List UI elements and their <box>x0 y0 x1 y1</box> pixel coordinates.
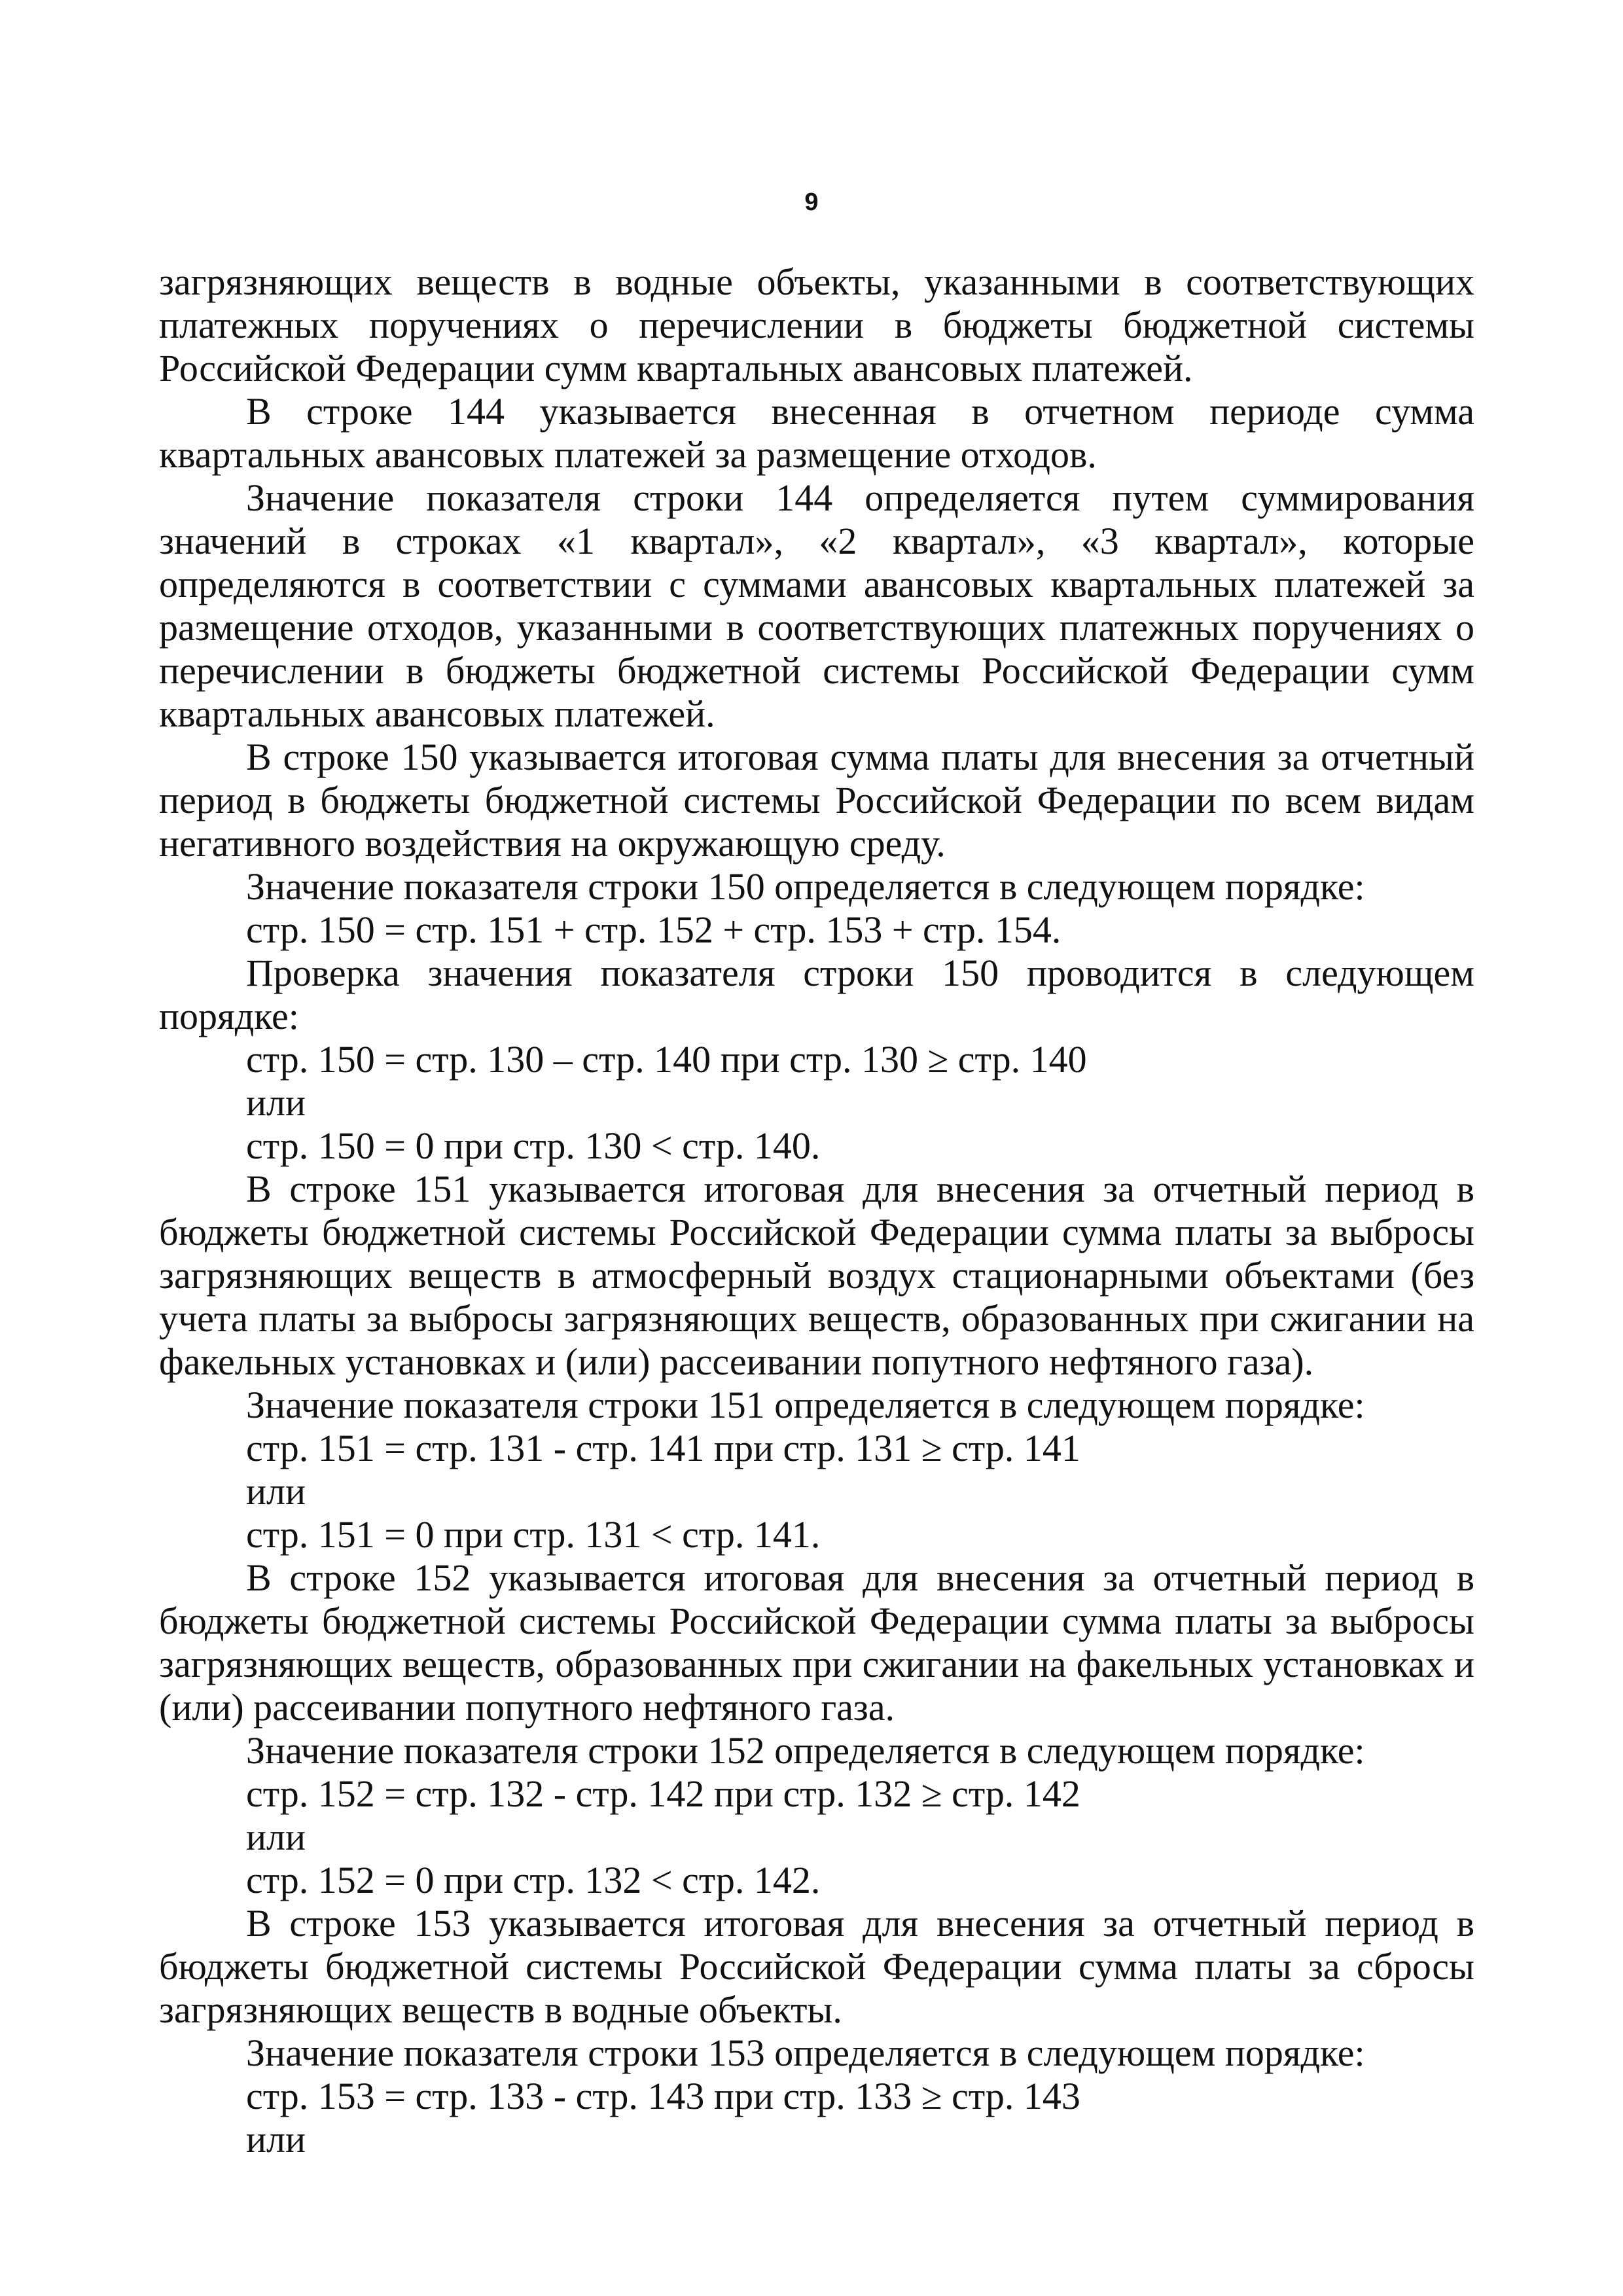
paragraph: В строке 150 указывается итоговая сумма платы для внесения за отчетный период в бюджеты бюджетной системы Российской Федерации по всем видам негативного воздействия на окружающую среду. <box>159 736 1474 865</box>
page-number: 9 <box>804 188 819 216</box>
formula-line: стр. 151 = стр. 131 - стр. 141 при стр. 131 ≥ стр. 141 <box>246 1427 1080 1469</box>
formula-line: стр. 151 = 0 при стр. 131 < стр. 141. <box>246 1513 821 1556</box>
page-body <box>159 260 1474 2161</box>
formula-line: или <box>246 2118 306 2161</box>
paragraph: В строке 153 указывается итоговая для внесения за отчетный период в бюджеты бюджетной системы Российской Федерации сумма платы за сбросы загрязняющих веществ в водные объекты. <box>159 1902 1474 2031</box>
paragraph: Значение показателя строки 153 определяется в следующем порядке: <box>246 2032 1365 2074</box>
paragraph: Значение показателя строки 144 определяется путем суммирования значений в строках «1 квартал», «2 квартал», «3 квартал», которые определяются в соответствии с суммами авансовых квартальных платежей за размещение отходов, указанными в соответствующих платежных поручениях о перечислении в бюджеты бюджетной системы Российской Федерации сумм квартальных авансовых платежей. <box>159 476 1474 735</box>
formula-line: стр. 150 = стр. 151 + стр. 152 + стр. 153 + стр. 154. <box>246 908 1061 951</box>
formula-line: стр. 150 = стр. 130 – стр. 140 при стр. 130 ≥ стр. 140 <box>246 1038 1087 1081</box>
paragraph: Значение показателя строки 152 определяется в следующем порядке: <box>246 1729 1365 1772</box>
formula-line: стр. 152 = стр. 132 - стр. 142 при стр. 132 ≥ стр. 142 <box>246 1772 1080 1815</box>
paragraph: В строке 144 указывается внесенная в отчетном периоде сумма квартальных авансовых платежей за размещение отходов. <box>159 390 1474 476</box>
paragraph: В строке 152 указывается итоговая для внесения за отчетный период в бюджеты бюджетной системы Российской Федерации сумма платы за выбросы загрязняющих веществ, образованных при сжигании на факельных установках и (или) рассеивании попутного нефтяного газа. <box>159 1556 1474 1729</box>
formula-line: стр. 152 = 0 при стр. 132 < стр. 142. <box>246 1859 821 1901</box>
formula-line: стр. 150 = 0 при стр. 130 < стр. 140. <box>246 1124 821 1167</box>
paragraph: загрязняющих веществ в водные объекты, указанными в соответствующих платежных поручениях о перечислении в бюджеты бюджетной системы Российской Федерации сумм квартальных авансовых платежей. <box>159 260 1474 389</box>
formula-line: или <box>246 1816 306 1858</box>
formula-line: или <box>246 1470 306 1513</box>
formula-line: стр. 153 = стр. 133 - стр. 143 при стр. 133 ≥ стр. 143 <box>246 2075 1080 2117</box>
paragraph: В строке 151 указывается итоговая для внесения за отчетный период в бюджеты бюджетной системы Российской Федерации сумма платы за выбросы загрязняющих веществ в атмосферный воздух стационарными объектами (без учета платы за выбросы загрязняющих веществ, образованных при сжигании на факельных установках и (или) рассеивании попутного нефтяного газа). <box>159 1168 1474 1383</box>
paragraph: Значение показателя строки 150 определяется в следующем порядке: <box>246 865 1365 908</box>
paragraph: Проверка значения показателя строки 150 проводится в следующем порядке: <box>159 952 1474 1037</box>
formula-line: или <box>246 1081 306 1124</box>
paragraph: Значение показателя строки 151 определяется в следующем порядке: <box>246 1384 1365 1426</box>
